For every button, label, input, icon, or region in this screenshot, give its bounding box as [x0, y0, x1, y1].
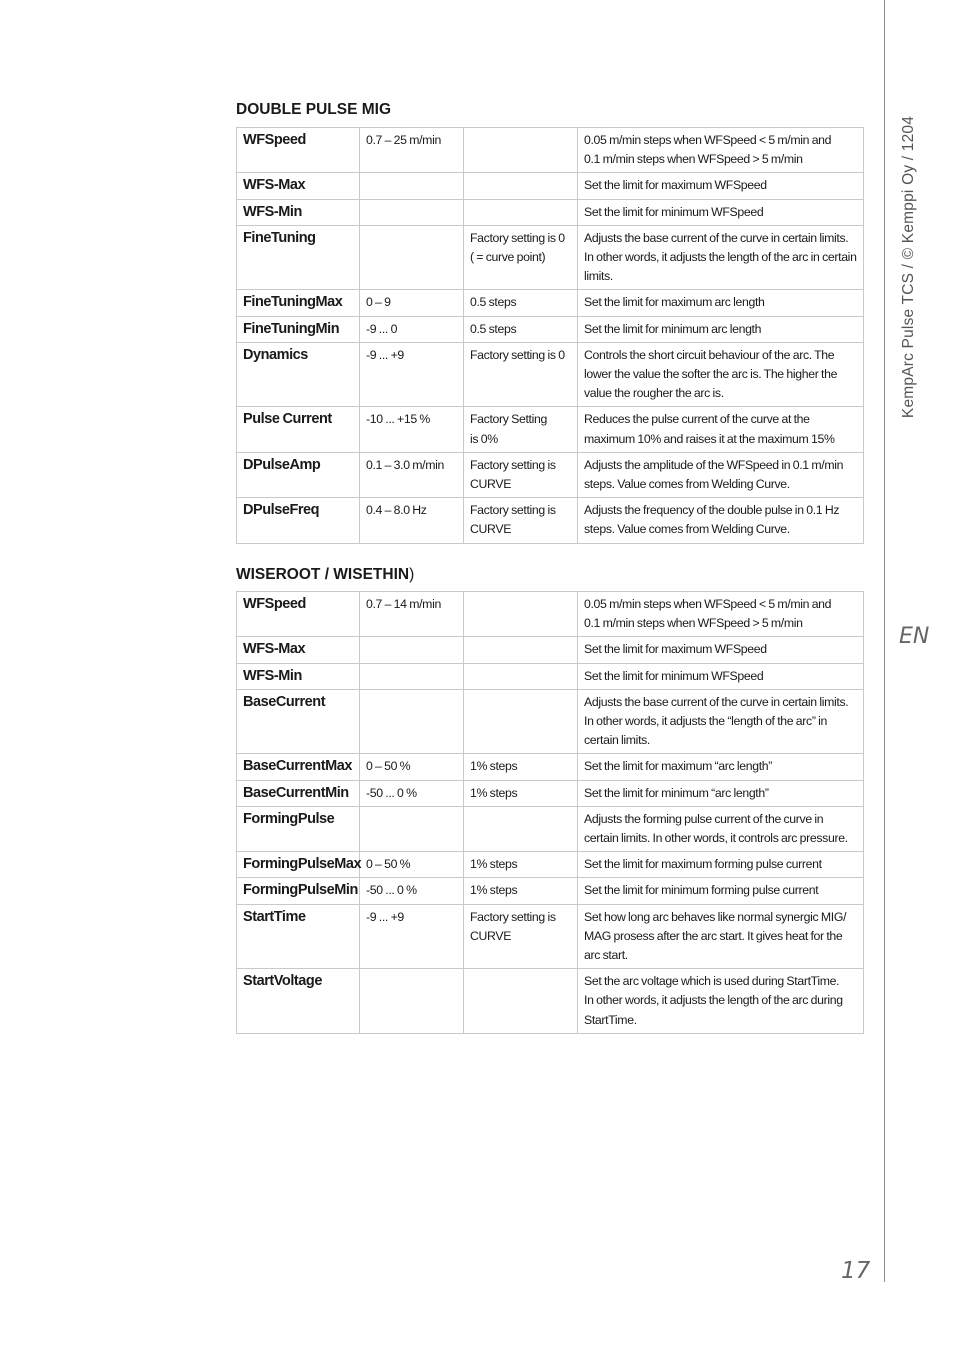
parameter-name-cell: WFSpeed	[237, 592, 360, 637]
parameter-name-cell: WFS-Max	[237, 173, 360, 199]
parameter-name-cell: DPulseFreq	[237, 498, 360, 543]
section-heading-wiseroot-wisethin	[236, 566, 414, 584]
parameter-description-cell: Set the limit for minimum WFSpeed	[578, 663, 864, 689]
section-heading-text: DOUBLE PULSE MIG	[236, 101, 392, 118]
parameter-setting-cell: 1% steps	[464, 780, 578, 806]
parameter-description-cell: Adjusts the base current of the curve in certain limits. In other words, it adjusts the “length of the arc” in certain limits.	[578, 689, 864, 754]
parameter-description-cell: Adjusts the base current of the curve in certain limits. In other words, it adjusts the length of the arc in certain limits.	[578, 225, 864, 290]
table-row	[237, 969, 864, 1034]
parameter-description-cell: Controls the short circuit behaviour of the arc. The lower the value the softer the arc is. The higher the value the rougher the arc is.	[578, 342, 864, 407]
table-row	[237, 852, 864, 878]
table-row	[237, 637, 864, 663]
margin-divider-line	[884, 0, 885, 1282]
parameter-name-cell: FormingPulse	[237, 806, 360, 851]
parameter-range-cell: -50 ... 0 %	[360, 878, 464, 904]
parameter-description-cell: Set the limit for maximum WFSpeed	[578, 637, 864, 663]
parameter-name-cell: WFSpeed	[237, 128, 360, 173]
parameter-setting-cell	[464, 173, 578, 199]
parameter-range-cell	[360, 663, 464, 689]
parameter-table-body	[237, 592, 864, 1034]
parameter-name-cell: WFS-Min	[237, 663, 360, 689]
parameter-setting-cell	[464, 663, 578, 689]
page-number: 17	[841, 1258, 871, 1284]
parameter-setting-cell	[464, 969, 578, 1034]
parameter-name-cell: DPulseAmp	[237, 452, 360, 497]
table-row	[237, 452, 864, 497]
table-row	[237, 407, 864, 452]
parameter-description-cell: Set the limit for minimum “arc length”	[578, 780, 864, 806]
parameter-range-cell	[360, 806, 464, 851]
table-row	[237, 592, 864, 637]
parameter-description-cell: Set the limit for maximum forming pulse current	[578, 852, 864, 878]
parameter-description-cell: Set the arc voltage which is used during StartTime. In other words, it adjusts the length of the arc during StartTime.	[578, 969, 864, 1034]
parameter-range-cell	[360, 199, 464, 225]
parameter-setting-cell: 0.5 steps	[464, 290, 578, 316]
language-marker: EN	[899, 624, 930, 649]
parameter-setting-cell	[464, 128, 578, 173]
table-row	[237, 498, 864, 543]
parameter-range-cell: 0.4 – 8.0 Hz	[360, 498, 464, 543]
parameter-name-cell: FineTuningMax	[237, 290, 360, 316]
parameter-description-cell: Set how long arc behaves like normal synergic MIG/ MAG prosess after the arc start. It gives heat for the arc start.	[578, 904, 864, 969]
parameter-setting-cell: Factory setting is CURVE	[464, 498, 578, 543]
table-row	[237, 316, 864, 342]
parameter-description-cell: Set the limit for maximum arc length	[578, 290, 864, 316]
parameter-range-cell	[360, 689, 464, 754]
parameter-range-cell: -50 ... 0 %	[360, 780, 464, 806]
section-heading-text: WISEROOT / WISETHIN	[236, 566, 410, 583]
parameter-name-cell: FineTuning	[237, 225, 360, 290]
parameter-name-cell: BaseCurrentMax	[237, 754, 360, 780]
parameter-setting-cell	[464, 199, 578, 225]
parameter-setting-cell	[464, 689, 578, 754]
table-row	[237, 780, 864, 806]
table-row	[237, 689, 864, 754]
section-heading-suffix: )	[409, 566, 415, 583]
parameter-setting-cell	[464, 637, 578, 663]
parameter-name-cell: FormingPulseMin	[237, 878, 360, 904]
parameter-name-cell: BaseCurrent	[237, 689, 360, 754]
parameter-table-wiseroot-wisethin	[236, 591, 864, 1034]
table-row	[237, 663, 864, 689]
parameter-description-cell: Set the limit for minimum arc length	[578, 316, 864, 342]
parameter-table-body	[237, 128, 864, 544]
parameter-range-cell: 0 – 9	[360, 290, 464, 316]
parameter-range-cell: 0.1 – 3.0 m/min	[360, 452, 464, 497]
parameter-range-cell: 0 – 50 %	[360, 754, 464, 780]
parameter-description-cell: Adjusts the forming pulse current of the curve in certain limits. In other words, it controls arc pressure.	[578, 806, 864, 851]
parameter-name-cell: StartVoltage	[237, 969, 360, 1034]
parameter-description-cell: Set the limit for maximum WFSpeed	[578, 173, 864, 199]
table-row	[237, 128, 864, 173]
parameter-range-cell: -9 ... +9	[360, 904, 464, 969]
parameter-setting-cell: 1% steps	[464, 852, 578, 878]
parameter-setting-cell: Factory setting is CURVE	[464, 904, 578, 969]
parameter-name-cell: WFS-Min	[237, 199, 360, 225]
section-heading-double-pulse-mig	[236, 101, 391, 119]
parameter-name-cell: BaseCurrentMin	[237, 780, 360, 806]
parameter-description-cell: Set the limit for maximum “arc length”	[578, 754, 864, 780]
parameter-setting-cell	[464, 806, 578, 851]
parameter-name-cell: WFS-Max	[237, 637, 360, 663]
parameter-setting-cell: 0.5 steps	[464, 316, 578, 342]
table-row	[237, 342, 864, 407]
table-row	[237, 199, 864, 225]
parameter-range-cell: -9 ... 0	[360, 316, 464, 342]
parameter-setting-cell: Factory Setting is 0%	[464, 407, 578, 452]
table-row	[237, 290, 864, 316]
parameter-setting-cell: 1% steps	[464, 878, 578, 904]
parameter-description-cell: Set the limit for minimum WFSpeed	[578, 199, 864, 225]
running-title: KempArc Pulse TCS / © Kemppi Oy / 1204	[900, 115, 917, 419]
parameter-range-cell: -10 ... +15 %	[360, 407, 464, 452]
parameter-name-cell: StartTime	[237, 904, 360, 969]
parameter-name-cell: Pulse Current	[237, 407, 360, 452]
table-row	[237, 904, 864, 969]
table-row	[237, 806, 864, 851]
parameter-range-cell: 0.7 – 14 m/min	[360, 592, 464, 637]
parameter-setting-cell: Factory setting is CURVE	[464, 452, 578, 497]
parameter-name-cell: FormingPulseMax	[237, 852, 360, 878]
parameter-range-cell: 0.7 – 25 m/min	[360, 128, 464, 173]
parameter-table-double-pulse-mig	[236, 127, 864, 544]
parameter-description-cell: Set the limit for minimum forming pulse current	[578, 878, 864, 904]
parameter-description-cell: Adjusts the frequency of the double pulse in 0.1 Hz steps. Value comes from Welding Curve.	[578, 498, 864, 543]
table-row	[237, 225, 864, 290]
parameter-setting-cell: Factory setting is 0	[464, 342, 578, 407]
parameter-range-cell	[360, 173, 464, 199]
parameter-range-cell	[360, 225, 464, 290]
parameter-name-cell: FineTuningMin	[237, 316, 360, 342]
parameter-setting-cell: 1% steps	[464, 754, 578, 780]
parameter-range-cell	[360, 637, 464, 663]
parameter-range-cell	[360, 969, 464, 1034]
parameter-setting-cell: Factory setting is 0 ( = curve point)	[464, 225, 578, 290]
parameter-description-cell: Reduces the pulse current of the curve at the maximum 10% and raises it at the maximum 15%	[578, 407, 864, 452]
parameter-setting-cell	[464, 592, 578, 637]
parameter-description-cell: Adjusts the amplitude of the WFSpeed in 0.1 m/min steps. Value comes from Welding Curve.	[578, 452, 864, 497]
table-row	[237, 173, 864, 199]
parameter-description-cell: 0.05 m/min steps when WFSpeed < 5 m/min and 0.1 m/min steps when WFSpeed > 5 m/min	[578, 592, 864, 637]
table-row	[237, 754, 864, 780]
parameter-name-cell: Dynamics	[237, 342, 360, 407]
parameter-range-cell: 0 – 50 %	[360, 852, 464, 878]
table-row	[237, 878, 864, 904]
parameter-description-cell: 0.05 m/min steps when WFSpeed < 5 m/min and 0.1 m/min steps when WFSpeed > 5 m/min	[578, 128, 864, 173]
parameter-range-cell: -9 ... +9	[360, 342, 464, 407]
